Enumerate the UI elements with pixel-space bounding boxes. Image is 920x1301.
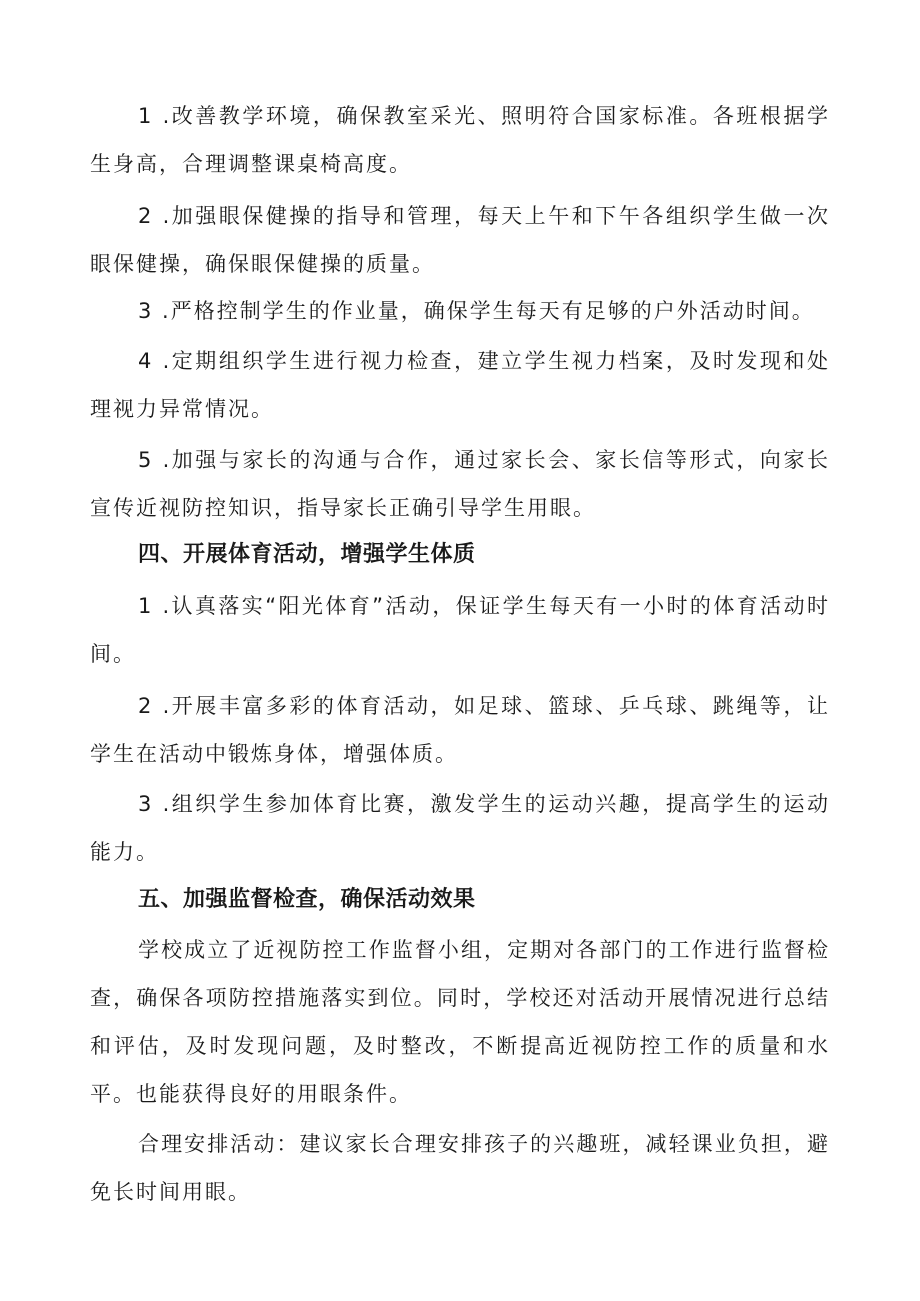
paragraph-supervision: 学校成立了近视防控工作监督小组，定期对各部门的工作进行监督检查，确保各项防控措施落实到位。同时，学校还对活动开展情况进行总结和评估，及时发现问题，及时整改，不断提高近视防控工作的质量和水平。也能获得良好的用眼条件。	[90, 938, 830, 1106]
paragraph-environment: 1 .改善教学环境，确保教室采光、照明符合国家标准。各班根据学生身高，合理调整课桌椅高度。	[90, 104, 830, 176]
paragraph-sunshine-sports: 1 .认真落实“阳光体育”活动，保证学生每天有一小时的体育活动时间。	[90, 594, 830, 666]
paragraph-vision-check: 4 .定期组织学生进行视力检查，建立学生视力档案，及时发现和处理视力异常情况。	[90, 349, 830, 421]
section-heading-supervision: 五、加强监督检查，确保活动效果	[138, 887, 476, 912]
section-heading-sports: 四、开展体育活动，增强学生体质	[138, 542, 476, 567]
paragraph-sports-activities: 2 .开展丰富多彩的体育活动，如足球、篮球、乒乓球、跳绳等，让学生在活动中锻炼身体，增强体质。	[90, 694, 830, 766]
paragraph-competitions: 3 .组织学生参加体育比赛，激发学生的运动兴趣，提高学生的运动能力。	[90, 792, 830, 864]
paragraph-parents: 5 .加强与家长的沟通与合作，通过家长会、家长信等形式，向家长宣传近视防控知识，指导家长正确引导学生用眼。	[90, 448, 830, 520]
paragraph-homework: 3 .严格控制学生的作业量，确保学生每天有足够的户外活动时间。	[138, 299, 815, 323]
paragraph-eye-exercise: 2 .加强眼保健操的指导和管理，每天上午和下午各组织学生做一次眼保健操，确保眼保健操的质量。	[90, 204, 830, 276]
paragraph-arrange-activities: 合理安排活动：建议家长合理安排孩子的兴趣班，减轻课业负担，避免长时间用眼。	[90, 1132, 830, 1204]
